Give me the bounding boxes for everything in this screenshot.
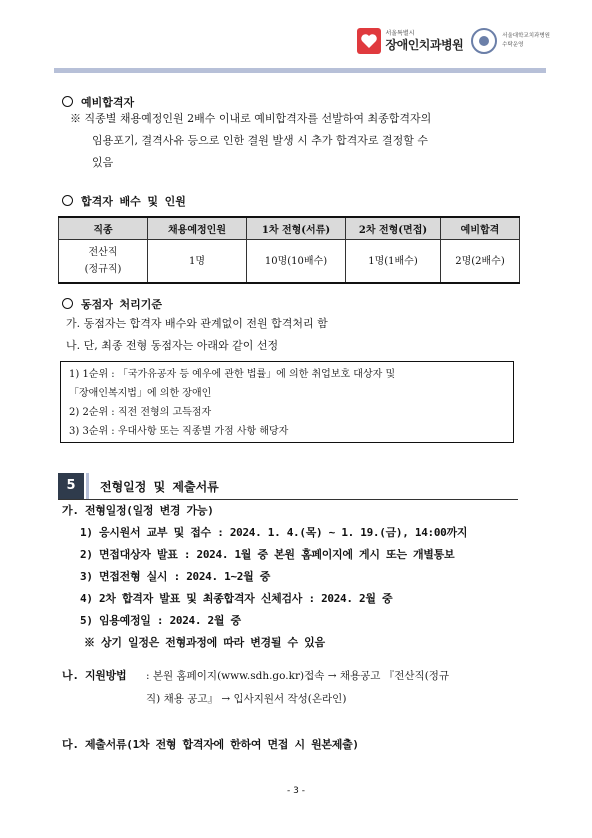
schedule-item-4: 4) 2차 합격자 발표 및 최종합격자 신체검사 : 2024. 2월 중 (80, 592, 393, 605)
page-number: - 3 - (287, 786, 305, 796)
tie-priority-box (60, 361, 514, 443)
hospital-logo (357, 28, 464, 54)
tie-line-na: 나. 단, 최종 전형 동점자는 아래와 같이 선정 (66, 339, 279, 352)
col-planned: 채용예정인원 (148, 217, 247, 240)
cell-planned: 1명 (148, 240, 247, 284)
circle-bullet-icon (62, 195, 73, 206)
priority-line-2: 2) 2순위 : 직전 전형의 고득점자 (69, 407, 212, 418)
multiple-heading: 합격자 배수 및 인원 (62, 193, 186, 209)
col-job: 직종 (59, 217, 148, 240)
reserve-note-line2: 임용포기, 결격사유 등으로 인한 결원 발생 시 추가 합격자로 결정할 수 (92, 134, 428, 147)
city-label: 서울특별시 (385, 30, 415, 37)
col-reserve: 예비합격 (441, 217, 520, 240)
header-logos (357, 28, 550, 54)
reserve-note-line1: ※ 직종별 채용예정인원 2배수 이내로 예비합격자를 선발하여 최종합격자의 (70, 112, 432, 125)
tie-heading: 동점자 처리기준 (62, 296, 162, 312)
tie-line-ga: 가. 동점자는 합격자 배수와 관계없이 전원 합격처리 함 (66, 317, 328, 330)
section-accent-bar (86, 473, 89, 499)
priority-line-3: 3) 3순위 : 우대사항 또는 직종별 가점 사항 해당자 (69, 426, 289, 437)
section-5-header (58, 473, 518, 500)
reserve-heading: 예비합격자 (62, 94, 134, 110)
col-first: 1차 전형(서류) (247, 217, 346, 240)
apply-method-label: 나. 지원방법 (62, 669, 127, 682)
schedule-item-1: 1) 응시원서 교부 및 접수 : 2024. 1. 4.(목) ~ 1. 19.(금), 14:00까지 (80, 526, 468, 539)
priority-line-1: 1) 1순위 : 「국가유공자 등 예우에 관한 법률」에 의한 취업보호 대상자 및 (69, 369, 396, 380)
multiple-table (58, 216, 520, 284)
section-title: 전형일정 및 제출서류 (100, 480, 219, 494)
heart-logo-icon (357, 28, 381, 54)
cell-second: 1명(1배수) (346, 240, 441, 284)
schedule-item-3: 3) 면접전형 실시 : 2024. 1~2월 중 (80, 570, 271, 583)
operator-logo: 서울대학교치과병원 수탁운영 (502, 33, 550, 48)
table-header-row (59, 217, 520, 240)
schedule-item-5: 5) 임용예정일 : 2024. 2월 중 (80, 614, 241, 627)
col-second: 2차 전형(면접) (346, 217, 441, 240)
cell-job: 전산직 (정규직) (59, 240, 148, 284)
cell-reserve: 2명(2배수) (441, 240, 520, 284)
reserve-note-line3: 있음 (92, 156, 114, 169)
section-number: 5 (58, 473, 84, 499)
circle-bullet-icon (62, 298, 73, 309)
documents-title: 다. 제출서류(1차 전형 합격자에 한하여 면접 시 원본제출) (62, 738, 359, 751)
schedule-title: 가. 전형일정(일정 변경 가능) (62, 504, 214, 517)
schedule-item-2: 2) 면접대상자 발표 : 2024. 1월 중 본원 홈페이지에 게시 또는 개별통보 (80, 548, 455, 561)
university-seal-icon (471, 28, 497, 54)
apply-method-text-1: : 본원 홈페이지(www.sdh.go.kr)접속 → 채용공고 『전산직(정규 (146, 670, 450, 682)
cell-first: 10명(10배수) (247, 240, 346, 284)
table-row (59, 240, 520, 284)
apply-method-text-2: 직) 채용 공고』 → 입사지원서 작성(온라인) (146, 693, 347, 705)
schedule-note: ※ 상기 일정은 전형과정에 따라 변경될 수 있음 (84, 636, 325, 649)
hospital-name: 장애인치과병원 (385, 38, 464, 52)
priority-line-1-cont: 「장애인복지법」에 의한 장애인 (69, 388, 212, 399)
circle-bullet-icon (62, 96, 73, 107)
header-divider (54, 68, 546, 73)
